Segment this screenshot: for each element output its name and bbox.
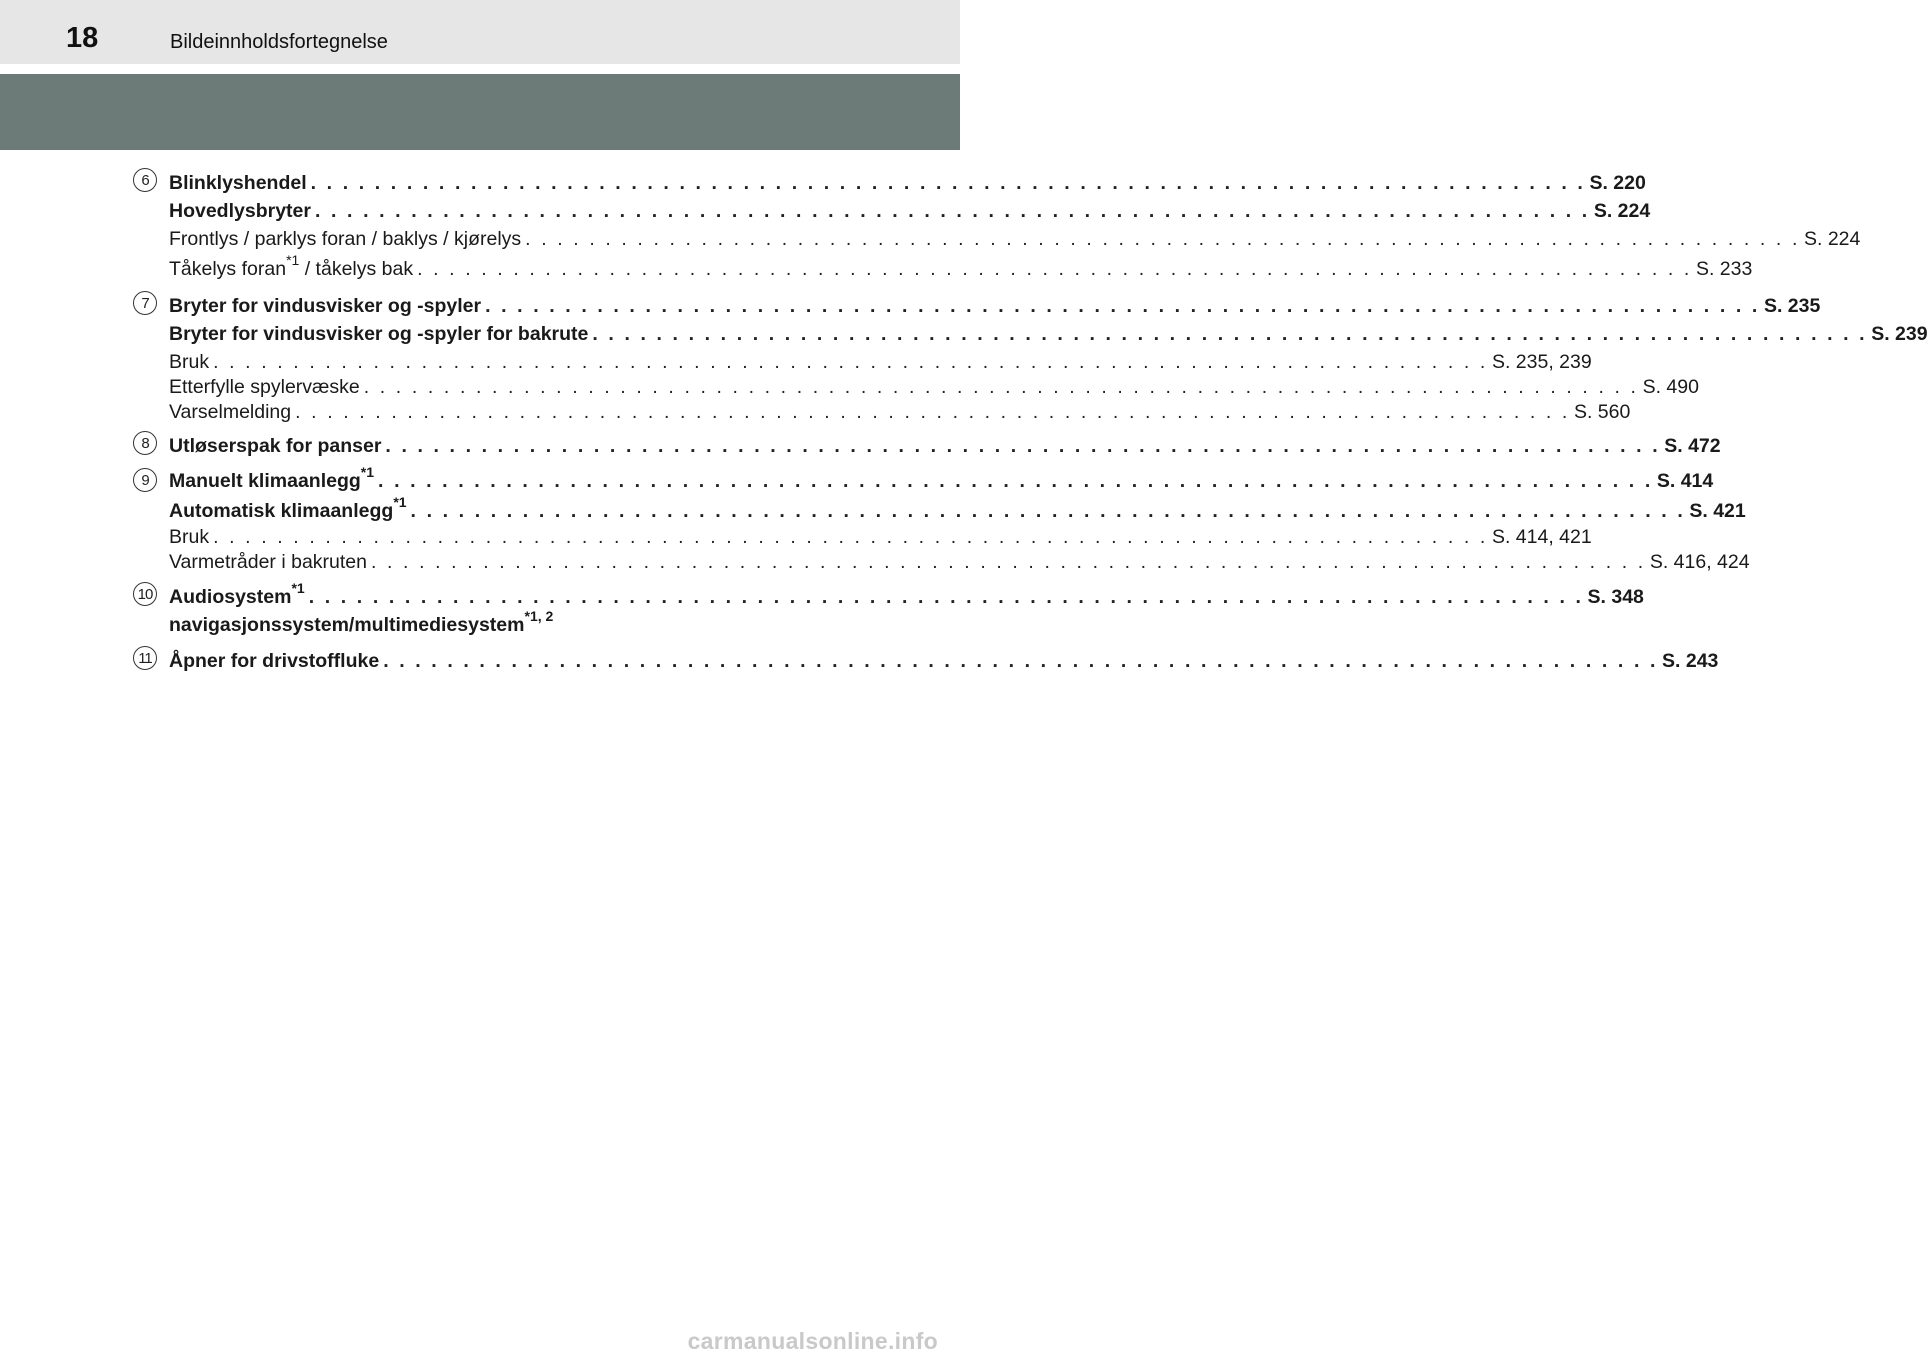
- chapter-title: Bildeinnholdsfortegnelse: [170, 31, 388, 53]
- toc-entry[interactable]: [169, 196, 1651, 222]
- section-number-badge: [133, 582, 157, 606]
- section-number-badge: [133, 468, 157, 492]
- page-number: 18: [66, 22, 99, 54]
- toc-entry[interactable]: [169, 607, 824, 636]
- dot-leader: . . . . . . . . . . . . . . . . . . . . . . . . . . . . . . . . . . . . . . . . . . . . . . . . . . . . . . . . . . . . . . . . . . . . . . . . . . . . . . . .: [417, 258, 1692, 280]
- toc-entry[interactable]: [169, 493, 1746, 522]
- toc-entry[interactable]: [169, 168, 1646, 194]
- toc-entry[interactable]: [169, 372, 1699, 398]
- toc-entry[interactable]: [169, 547, 1750, 573]
- toc-entry[interactable]: [169, 397, 1631, 423]
- footnote-marker: *1, 2: [524, 607, 554, 624]
- toc-entry-page-ref: S. 233: [1695, 258, 1753, 280]
- footnote-marker: *1: [393, 493, 407, 510]
- toc-entry-label: Varmetråder i bakruten: [169, 551, 367, 573]
- toc-entry[interactable]: [169, 291, 1821, 317]
- toc-entry-label: Audiosystem$^{*1}$: [169, 579, 305, 608]
- toc-entry-label: Etterfylle spylervæske: [169, 376, 360, 398]
- toc-entry[interactable]: [169, 347, 1592, 373]
- toc-entry[interactable]: [169, 251, 1753, 280]
- toc-entry[interactable]: [169, 579, 1644, 608]
- section-number: 11: [138, 649, 152, 667]
- dot-leader: . . . . . . . . . . . . . . . . . . . . . . . . . . . . . . . . . . . . . . . . . . . . . . . . . . . . . . . . . . . . . . . . . . . . . . . . . . . . . . . .: [213, 526, 1488, 548]
- dot-leader: . . . . . . . . . . . . . . . . . . . . . . . . . . . . . . . . . . . . . . . . . . . . . . . . . . . . . . . . . . . . . . . . . . . . . . . . . . . . . . . .: [385, 435, 1661, 457]
- toc-entry-label: Tåkelys foran$^{*1}$ / tåkelys bak: [169, 251, 414, 280]
- dot-leader: . . . . . . . . . . . . . . . . . . . . . . . . . . . . . . . . . . . . . . . . . . . . . . . . . . . . . . . . . . . . . . . . . . . . . . . . . . . . . . . .: [378, 470, 1653, 492]
- dot-leader: . . . . . . . . . . . . . . . . . . . . . . . . . . . . . . . . . . . . . . . . . . . . . . . . . . . . . . . . . . . . . . . . . . . . . . . . . . . . . . . .: [525, 228, 1800, 250]
- toc-entry[interactable]: [169, 319, 1928, 345]
- dot-leader: . . . . . . . . . . . . . . . . . . . . . . . . . . . . . . . . . . . . . . . . . . . . . . . . . . . . . . . . . . . . . . . . . . . . . . . . . . . . . . . .: [295, 401, 1570, 423]
- toc-entry-label: Bryter for vindusvisker og -spyler for bakrute: [169, 323, 589, 345]
- footnote-marker: *1: [286, 251, 300, 268]
- header-band: [0, 0, 960, 64]
- toc-entry-page-ref: S. 414: [1656, 470, 1714, 492]
- toc-entry[interactable]: [169, 224, 1861, 250]
- toc-entry-label: Utløserspak for panser: [169, 435, 382, 457]
- dot-leader: . . . . . . . . . . . . . . . . . . . . . . . . . . . . . . . . . . . . . . . . . . . . . . . . . . . . . . . . . . . . . . . . . . . . . . . . . . . . . . . .: [363, 376, 1639, 398]
- toc-entry-page-ref: S. 414, 421: [1491, 526, 1592, 548]
- toc-entry-label: Bruk: [169, 351, 210, 373]
- toc-entry[interactable]: [169, 522, 1592, 548]
- toc-entry-label: navigasjonssystem/multimediesystem$^{*1, 2}$: [169, 607, 554, 636]
- section-number-badge: [133, 168, 157, 192]
- toc-entry-label: Varselmelding: [169, 401, 292, 423]
- toc-entry[interactable]: [169, 646, 1719, 672]
- toc-entry-label: Bruk: [169, 526, 210, 548]
- section-number: 7: [141, 294, 149, 312]
- toc-entry-label: Manuelt klimaanlegg$^{*1}$: [169, 463, 375, 492]
- section-number-badge: [133, 646, 157, 670]
- toc-entry[interactable]: [169, 463, 1714, 492]
- toc-entry-page-ref: S. 220: [1589, 172, 1646, 194]
- dot-leader: . . . . . . . . . . . . . . . . . . . . . . . . . . . . . . . . . . . . . . . . . . . . . . . . . . . . . . . . . . . . . . . . . . . . . . . . . . . . . . . .: [310, 172, 1586, 194]
- dot-leader: . . . . . . . . . . . . . . . . . . . . . . . . . . . . . . . . . . . . . . . . . . . . . . . . . . . . . . . . . . . . . . . . . . . . . . . . . . . . . . . .: [213, 351, 1488, 373]
- toc-entry[interactable]: [169, 431, 1721, 457]
- watermark: carmanualsonline.info: [687, 1328, 938, 1354]
- dot-leader: . . . . . . . . . . . . . . . . . . . . . . . . . . . . . . . . . . . . . . . . . . . . . . . . . . . . . . . . . . . . . . . . . . . . . . . . . . . . . . . .: [314, 200, 1590, 222]
- toc-entry-label: Automatisk klimaanlegg$^{*1}$: [169, 493, 407, 522]
- toc-entry-page-ref: S. 224: [1804, 228, 1861, 250]
- toc-entry-label: Frontlys / parklys foran / baklys / kjørelys: [169, 228, 522, 250]
- toc-entry-page-ref: S. 235: [1763, 295, 1821, 317]
- toc-entry-page-ref: S. 243: [1662, 650, 1719, 672]
- dot-leader: . . . . . . . . . . . . . . . . . . . . . . . . . . . . . . . . . . . . . . . . . . . . . . . . . . . . . . . . . . . . . . . . . . . . . . . . . . . . . . . .: [485, 295, 1760, 317]
- section-number: 10: [137, 585, 153, 603]
- toc-entry-page-ref: S. 560: [1573, 401, 1631, 423]
- toc-entry-label: Blinklyshendel: [169, 172, 307, 194]
- toc-entry-page-ref: S. 490: [1642, 376, 1699, 398]
- section-number: 6: [141, 171, 149, 189]
- dot-leader: . . . . . . . . . . . . . . . . . . . . . . . . . . . . . . . . . . . . . . . . . . . . . . . . . . . . . . . . . . . . . . . . . . . . . . . . . . . . . . . .: [383, 650, 1659, 672]
- toc-entry-page-ref: S. 416, 424: [1649, 551, 1750, 573]
- toc-entry-page-ref: S. 235, 239: [1491, 351, 1592, 373]
- toc-entry-page-ref: S. 348: [1587, 586, 1644, 608]
- section-number-badge: [133, 291, 157, 315]
- section-number: 9: [141, 471, 149, 489]
- dot-leader: . . . . . . . . . . . . . . . . . . . . . . . . . . . . . . . . . . . . . . . . . . . . . . . . . . . . . . . . . . . . . . . . . . . . . . . . . . . . . . . .: [410, 500, 1686, 522]
- toc-entry-page-ref: S. 239: [1871, 323, 1928, 345]
- toc-entry-label: Bryter for vindusvisker og -spyler: [169, 295, 482, 317]
- toc-entry-page-ref: S. 421: [1689, 500, 1746, 522]
- toc-entry-page-ref: S. 472: [1664, 435, 1721, 457]
- dot-leader: . . . . . . . . . . . . . . . . . . . . . . . . . . . . . . . . . . . . . . . . . . . . . . . . . . . . . . . . . . . . . . . . . . . . . . . . . . . . . . . .: [370, 551, 1646, 573]
- section-number-badge: [133, 431, 157, 455]
- footnote-marker: *1: [360, 463, 375, 480]
- toc-entry-label: Hovedlysbryter: [169, 200, 311, 222]
- toc-entry-page-ref: S. 224: [1593, 200, 1651, 222]
- footnote-marker: *1: [291, 579, 305, 596]
- section-number: 8: [141, 434, 149, 452]
- dot-leader: . . . . . . . . . . . . . . . . . . . . . . . . . . . . . . . . . . . . . . . . . . . . . . . . . . . . . . . . . . . . . . . . . . . . . . . . . . . . . . . .: [308, 586, 1584, 608]
- toc-entry-label: Åpner for drivstoffluke: [169, 650, 380, 672]
- dot-leader: . . . . . . . . . . . . . . . . . . . . . . . . . . . . . . . . . . . . . . . . . . . . . . . . . . . . . . . . . . . . . . . . . . . . . . . . . . . . . . . .: [592, 323, 1868, 345]
- illustration-banner: [0, 74, 960, 150]
